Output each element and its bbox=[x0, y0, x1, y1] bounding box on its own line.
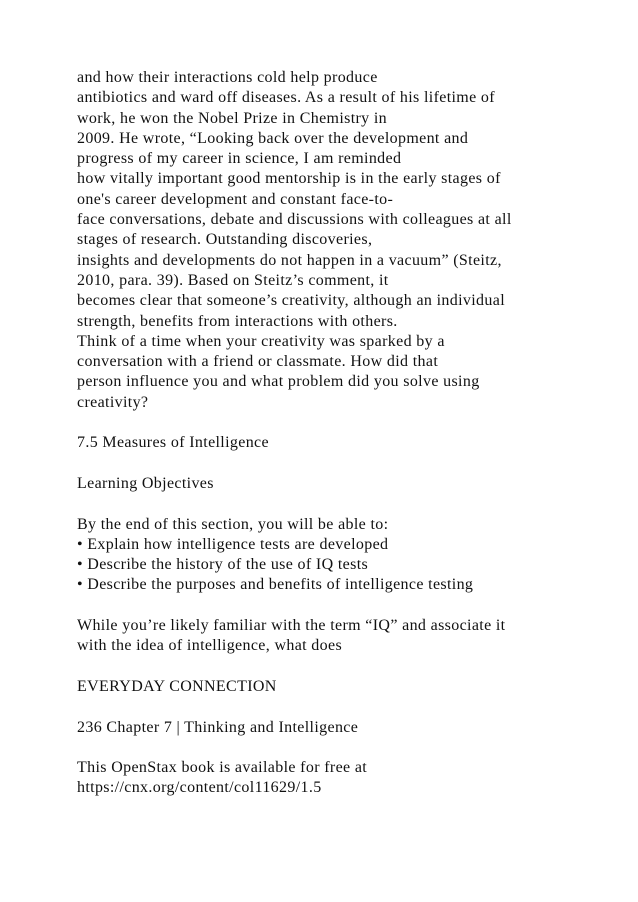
list-item: • Explain how intelligence tests are developed bbox=[77, 535, 389, 553]
text-line: antibiotics and ward off diseases. As a result of his lifetime of bbox=[77, 89, 495, 107]
running-header: 236 Chapter 7 | Thinking and Intelligence bbox=[77, 718, 359, 736]
paragraph-gap bbox=[77, 738, 622, 758]
text-line: insights and developments do not happen in a vacuum” (Steitz, bbox=[77, 251, 502, 269]
text-line: one's career development and constant face-to- bbox=[77, 190, 394, 208]
list-item: • Describe the history of the use of IQ tests bbox=[77, 556, 369, 574]
text-line: person influence you and what problem did you solve using bbox=[77, 373, 480, 391]
section-heading: 7.5 Measures of Intelligence bbox=[77, 434, 269, 452]
text-line: face conversations, debate and discussions with colleagues at all bbox=[77, 211, 512, 229]
objectives-intro: By the end of this section, you will be able to: bbox=[77, 515, 389, 533]
paragraph-gap bbox=[77, 494, 622, 514]
document-page bbox=[77, 68, 622, 799]
text-line: and how their interactions cold help produce bbox=[77, 69, 378, 86]
objectives-list bbox=[77, 515, 622, 596]
text-line: While you’re likely familiar with the term “IQ” and associate it bbox=[77, 617, 506, 635]
text-line: 2009. He wrote, “Looking back over the development and bbox=[77, 129, 469, 147]
text-line: Think of a time when your creativity was sparked by a bbox=[77, 332, 445, 350]
footer-url: https://cnx.org/content/col11629/1.5 bbox=[77, 779, 322, 797]
paragraph-gap bbox=[77, 697, 622, 717]
text-line: strength, benefits from interactions with others. bbox=[77, 312, 398, 330]
text-line: progress of my career in science, I am reminded bbox=[77, 150, 402, 168]
paragraph-gap bbox=[77, 596, 622, 616]
text-line: stages of research. Outstanding discoveries, bbox=[77, 231, 373, 249]
text-line: with the idea of intelligence, what does bbox=[77, 637, 343, 655]
text-line: work, he won the Nobel Prize in Chemistry in bbox=[77, 109, 388, 127]
footer-line: This OpenStax book is available for free at bbox=[77, 759, 368, 777]
text-line: how vitally important good mentorship is in the early stages of bbox=[77, 170, 501, 188]
objectives-heading: Learning Objectives bbox=[77, 474, 214, 492]
paragraph-gap bbox=[77, 413, 622, 433]
paragraph-gap bbox=[77, 454, 622, 474]
page-footer bbox=[77, 758, 622, 799]
callout-heading: EVERYDAY CONNECTION bbox=[77, 677, 277, 695]
body-paragraph bbox=[77, 68, 622, 413]
body-paragraph bbox=[77, 616, 622, 657]
text-line: 2010, para. 39). Based on Steitz’s comment, it bbox=[77, 271, 389, 289]
text-line: becomes clear that someone’s creativity, although an individual bbox=[77, 292, 505, 310]
text-line: creativity? bbox=[77, 393, 149, 411]
text-line: conversation with a friend or classmate. How did that bbox=[77, 353, 439, 371]
list-item: • Describe the purposes and benefits of intelligence testing bbox=[77, 576, 474, 594]
paragraph-gap bbox=[77, 657, 622, 677]
